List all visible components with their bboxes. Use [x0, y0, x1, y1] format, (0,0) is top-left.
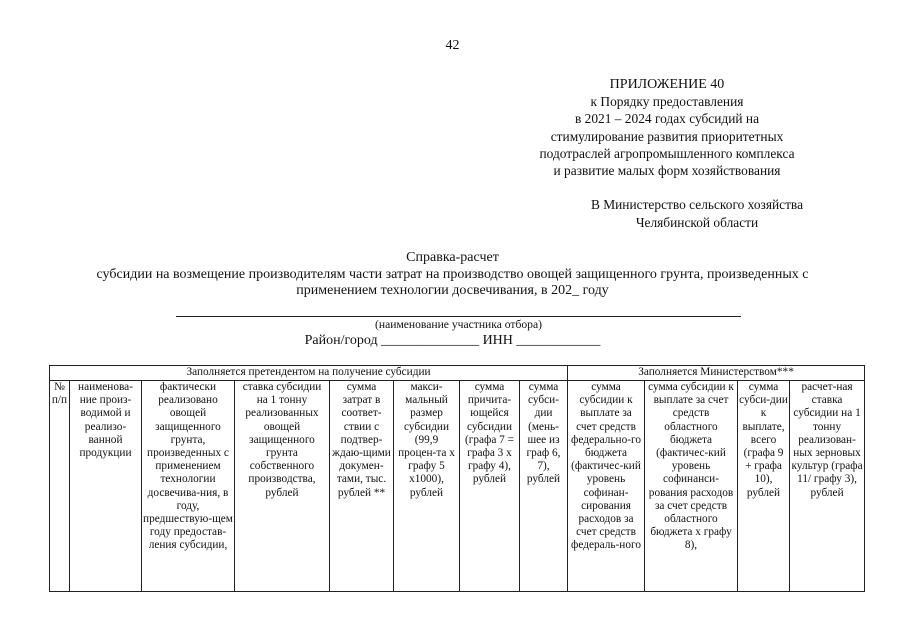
column-header: сумма причита-ющейся субсидии (графа 7 = графа 3 х графу 4), рублей [460, 381, 520, 592]
subsidy-table [49, 365, 865, 592]
document-subtitle-line: субсидии на возмещение производителям части затрат на производство овощей защищенного грунта, произведенных с [96, 266, 809, 282]
document-title: Справка-расчет [406, 250, 499, 265]
column-header: сумма субси-дии к выплате, всего (графа 9 + графа 10), рублей [738, 381, 790, 592]
column-header: расчет-ная ставка субсидии на 1 тонну реализован-ных зерновых культур (графа 11/ графу 3), рублей [790, 381, 865, 592]
appendix-line: в 2021 – 2024 годах субсидий на [574, 111, 760, 127]
appendix-line: к Порядку предоставления [590, 94, 744, 110]
page-number: 42 [445, 38, 460, 53]
recipient-line: Челябинской области [635, 214, 759, 230]
table-header-row [50, 381, 865, 592]
document-title-block [30, 250, 875, 300]
column-header: сумма субсидии к выплате за счет средств областного бюджета (фактичес-кий уровень софинанси-рования расходов за счет средств областного бюджета х графу 8), [645, 381, 738, 592]
appendix-title: ПРИЛОЖЕНИЕ 40 [609, 77, 725, 92]
column-header: сумма субси-дии (мень-шее из граф 6, 7), рублей [520, 381, 568, 592]
appendix-line: подотраслей агропромышленного комплекса [539, 145, 795, 161]
district-inn-line: Район/город ______________ ИНН ____________ [304, 333, 601, 348]
column-header: ставка субсидии на 1 тонну реализованных овощей защищенного грунта собственного производства, рублей [235, 381, 330, 592]
column-header: фактически реализовано овощей защищенного грунта, произведенных с применением технологии досвечива-ния, в году, предшествую-щем году предостав-ления субсидии, [142, 381, 235, 592]
participant-underline [176, 316, 741, 317]
recipient-line: В Министерство сельского хозяйства [590, 197, 804, 212]
column-header: наименова-ние произ-водимой и реализо-ванной продукции [70, 381, 142, 592]
appendix-block [487, 76, 847, 179]
participant-caption: (наименование участника отбора) [375, 318, 542, 331]
recipient-block [547, 196, 847, 231]
appendix-line: стимулирование развития приоритетных [550, 128, 784, 144]
table-group-row [50, 366, 865, 381]
column-header: сумма затрат в соответ-ствии с подтвер-ждаю-щими докумен-тами, тыс. рублей ** [330, 381, 394, 592]
column-header: макси-мальный размер субсидии (99,9 процен-та х графу 5 х1000), рублей [394, 381, 460, 592]
group-ministry-header: Заполняется Министерством*** [568, 366, 865, 381]
appendix-line: и развитие малых форм хозяйствования [553, 163, 781, 179]
group-applicant-header: Заполняется претендентом на получение субсидии [50, 366, 568, 381]
document-subtitle-line: применением технологии досвечивания, в 202_ году [296, 283, 609, 298]
column-header: № п/п [50, 381, 70, 592]
column-header: сумма субсидии к выплате за счет средств федерально-го бюджета (фактичес-кий уровень софинан-сирования расходов за счет средств федераль-ного [568, 381, 645, 592]
